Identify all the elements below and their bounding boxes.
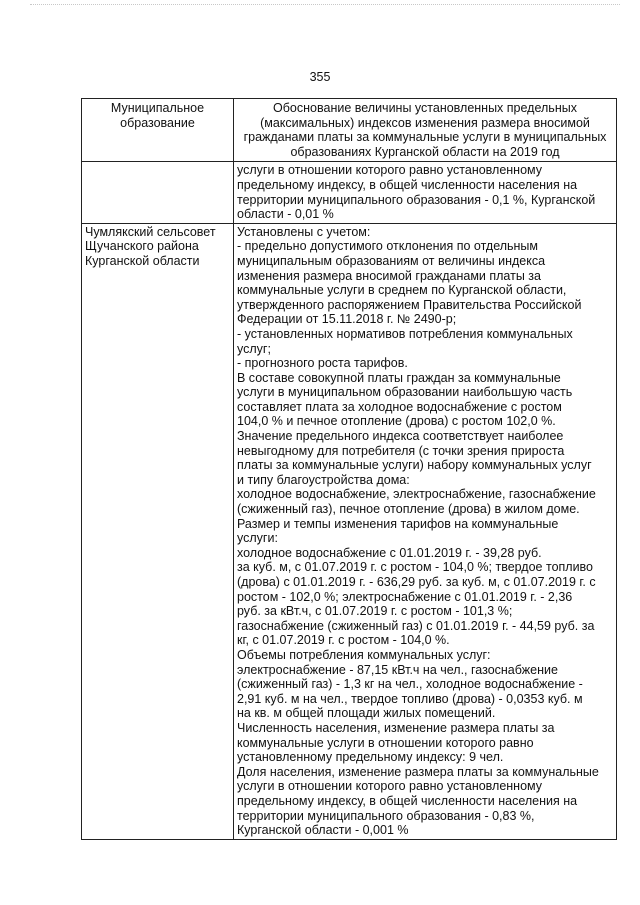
justification-line: 104,0 % и печное отопление (дрова) с ростом 102,0 %. <box>237 414 556 429</box>
justification-line: (сжиженный газ) - 1,3 кг на чел., холодное водоснабжение - <box>237 677 583 692</box>
header-justification <box>234 99 617 162</box>
justification-line: коммунальные услуги в отношении которого равно <box>237 735 534 750</box>
justification-line: Объемы потребления коммунальных услуг: <box>237 647 491 662</box>
justification-line: коммунальные услуги в среднем по Курганской области, <box>237 283 567 298</box>
header-col2-line: гражданами платы за коммунальные услуги в муниципальных <box>243 130 607 145</box>
justification-line: утвержденного распоряжением Правительства Российской <box>237 297 582 312</box>
justification-line: предельному индексу, в общей численности населения на <box>237 793 578 808</box>
justification-line: установленному предельному индексу: 9 чел. <box>237 750 504 765</box>
justification-line: услуги: <box>237 531 278 546</box>
tariff-index-table <box>81 98 617 840</box>
header-municipality <box>82 99 234 162</box>
justification-line: Курганской области - 0,001 % <box>237 823 409 838</box>
table-header-row <box>82 99 617 162</box>
justification-line: невыгодному для потребителя (с точки зрения прироста <box>237 443 565 458</box>
continuation-line: предельному индексу, в общей численности населения на <box>237 177 578 192</box>
continuation-line: области - 0,01 % <box>237 207 334 222</box>
justification-line: - установленных нормативов потребления коммунальных <box>237 326 573 341</box>
justification-line: Размер и темпы изменения тарифов на коммунальные <box>237 516 559 531</box>
justification-line: - прогнозного роста тарифов. <box>237 356 408 371</box>
header-col1-line: образование <box>120 115 195 130</box>
justification-line: (сжиженный газ), печное отопление (дрова) в жилом доме. <box>237 502 580 517</box>
header-col2-line: образованиях Курганской области на 2019 год <box>290 144 560 159</box>
justification-line: Значение предельного индекса соответствует наиболее <box>237 429 564 444</box>
justification-line: газоснабжение (сжиженный газ) с 01.01.2019 г. - 44,59 руб. за <box>237 618 595 633</box>
justification-line: холодное водоснабжение с 01.01.2019 г. - 39,28 руб. <box>237 545 542 560</box>
header-col2-line: (максимальных) индексов изменения размера вносимой <box>260 115 590 130</box>
justification-line: услуги в отношении которого равно установленному <box>237 779 543 794</box>
continuation-row <box>82 162 617 223</box>
page-number: 355 <box>309 70 331 84</box>
header-col2-line: Обоснование величины установленных предельных <box>273 101 577 115</box>
justification-cell <box>234 223 617 839</box>
justification-line: Доля населения, изменение размера платы за коммунальные <box>237 764 599 779</box>
justification-line: ростом - 102,0 %; электроснабжение с 01.01.2019 г. - 2,36 <box>237 589 573 604</box>
municipality-line: Щучанского района <box>85 239 199 254</box>
justification-line: - предельно допустимого отклонения по отдельным <box>237 239 539 254</box>
justification-line: Численность населения, изменение размера платы за <box>237 720 555 735</box>
justification-line: холодное водоснабжение, электроснабжение, газоснабжение <box>237 487 596 502</box>
justification-line: составляет плата за холодное водоснабжение с ростом <box>237 399 562 414</box>
justification-line: муниципальным образованиям от величины индекса <box>237 253 546 268</box>
justification-line: (дрова) с 01.01.2019 г. - 636,29 руб. за куб. м, с 01.07.2019 г. с <box>237 575 596 589</box>
justification-line: руб. за кВт.ч, с 01.07.2019 г. с ростом - 101,3 %; <box>237 604 513 619</box>
justification-line: изменения размера вносимой гражданами платы за <box>237 268 541 283</box>
justification-line: электроснабжение - 87,15 кВт.ч на чел., газоснабжение <box>237 662 558 677</box>
justification-line: услуги в муниципальном образовании наибольшую часть <box>237 385 573 400</box>
municipality-line: Чумлякский сельсовет <box>85 224 216 239</box>
justification-line: В составе совокупной платы граждан за коммунальные <box>237 370 561 385</box>
justification-line: услуг; <box>237 341 271 356</box>
municipality-cell <box>82 223 234 839</box>
justification-line: Установлены с учетом: <box>237 224 371 239</box>
justification-line: 2,91 куб. м на чел., твердое топливо (дрова) - 0,0353 куб. м <box>237 691 583 706</box>
justification-line: на кв. м общей площади жилых помещений. <box>237 706 496 721</box>
continuation-line: территории муниципального образования - 0,1 %, Курганской <box>237 192 596 207</box>
continuation-cell <box>234 162 617 223</box>
scan-top-edge <box>30 4 620 9</box>
justification-line: кг, с 01.07.2019 г. с ростом - 104,0 %. <box>237 633 450 648</box>
continuation-empty-cell <box>82 162 234 223</box>
header-col1-line: Муниципальное <box>110 101 205 115</box>
justification-line: за куб. м, с 01.07.2019 г. с ростом - 104,0 %; твердое топливо <box>237 560 594 575</box>
municipality-line: Курганской области <box>85 253 200 268</box>
table-row <box>82 223 617 839</box>
justification-line: Федерации от 15.11.2018 г. № 2490-р; <box>237 312 457 327</box>
continuation-line: услуги в отношении которого равно установленному <box>237 163 543 178</box>
justification-line: платы за коммунальные услуги) набору коммунальных услуг <box>237 458 592 473</box>
justification-line: и типу благоустройства дома: <box>237 472 410 487</box>
justification-line: территории муниципального образования - 0,83 %, <box>237 808 535 823</box>
